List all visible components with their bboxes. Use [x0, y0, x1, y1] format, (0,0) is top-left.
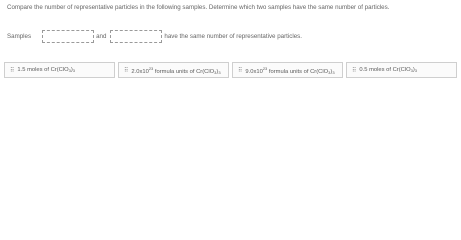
drag-handle-icon[interactable]: ⠿: [352, 67, 356, 74]
drag-handle-icon[interactable]: ⠿: [10, 67, 14, 74]
answer-drop-zone-1[interactable]: [42, 30, 94, 43]
and-label: and: [96, 32, 107, 40]
question-text: Compare the number of representative particles in the following samples. Determine which two samples have the same number of particles.: [7, 4, 390, 11]
option-text: 1.5 moles of $Cr(ClO_3)_3$: [17, 67, 76, 73]
answer-drop-zone-2[interactable]: [110, 30, 162, 43]
drag-handle-icon[interactable]: ⠿: [238, 67, 242, 74]
option-text: $9.0x10^{23}$ formula units of $Cr(ClO_3)_3$: [245, 65, 335, 75]
option-chip-2[interactable]: [118, 62, 229, 78]
answer-options: [4, 62, 457, 78]
drag-handle-icon[interactable]: ⠿: [124, 67, 128, 74]
option-text: $2.0x10^{23}$ formula units of $Cr(ClO_3)_3$: [131, 65, 221, 75]
option-chip-4[interactable]: [346, 62, 457, 78]
samples-label: Samples: [7, 32, 32, 40]
option-chip-1[interactable]: [4, 62, 115, 78]
answer-row: [7, 29, 302, 43]
option-chip-3[interactable]: [232, 62, 343, 78]
option-text: 0.5 moles of $Cr(ClO_3)_3$: [359, 67, 418, 73]
answer-tail-text: have the same number of representative particles.: [164, 32, 302, 40]
